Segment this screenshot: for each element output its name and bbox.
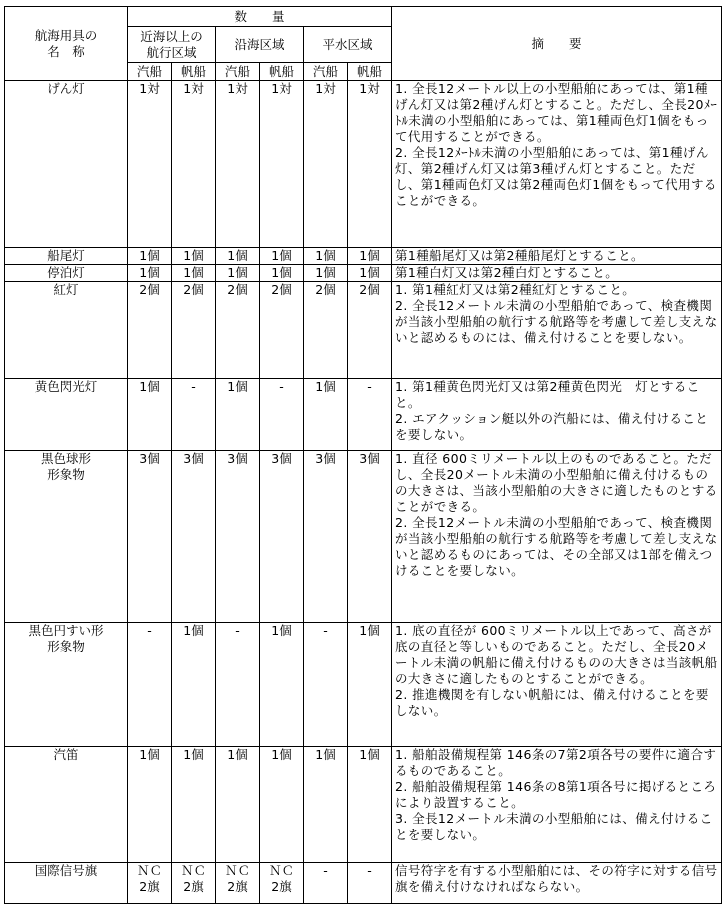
quantity-cell: 2個 xyxy=(216,282,260,379)
quantity-cell: 1個 xyxy=(348,265,392,282)
summary-paragraph: 1. 第1種黄色閃光灯又は第2種黄色閃光 灯とすること。 xyxy=(395,379,700,410)
summary-paragraph: 2. 全長12メートル未満の小型船舶であって、検査機関が当該小型船舶の航行する航路等を考慮して差し支えないと認めるものには、備え付けることを要しない。 xyxy=(395,298,718,345)
quantity-cell: 1対 xyxy=(260,81,304,248)
summary-cell xyxy=(392,451,722,623)
quantity-cell: 3個 xyxy=(260,451,304,623)
summary-cell xyxy=(392,623,722,747)
quantity-cell: 1個 xyxy=(172,623,216,747)
quantity-cell: 3個 xyxy=(172,451,216,623)
quantity-cell: 3個 xyxy=(348,451,392,623)
table-row xyxy=(5,623,722,747)
quantity-cell: 1個 xyxy=(216,248,260,265)
table-row xyxy=(5,451,722,623)
quantity-cell: 1個 xyxy=(216,379,260,451)
quantity-cell: 1個 xyxy=(128,747,172,863)
equipment-name-cell: 紅灯 xyxy=(5,282,128,379)
quantity-cell: 1個 xyxy=(128,265,172,282)
equipment-name-cell: 国際信号旗 xyxy=(5,863,128,904)
header-sailboat: 帆船 xyxy=(172,63,216,81)
summary-paragraph: 1. 全長12メートル以上の小型船舶にあっては、第1種げん灯又は第2種げん灯とすること。ただし、全長20ﾒｰﾄﾙ未満の小型船舶にあっては、第1種両色灯1個をもって代用することができる。 xyxy=(395,81,718,144)
equipment-name-cell: 停泊灯 xyxy=(5,265,128,282)
quantity-cell: 3個 xyxy=(304,451,348,623)
quantity-cell: 1個 xyxy=(348,623,392,747)
quantity-cell: 1個 xyxy=(172,248,216,265)
header-steamship: 汽船 xyxy=(304,63,348,81)
equipment-name-cell: げん灯 xyxy=(5,81,128,248)
equipment-name-cell: 汽笛 xyxy=(5,747,128,863)
quantity-cell: 1対 xyxy=(304,81,348,248)
quantity-cell: - xyxy=(128,623,172,747)
quantity-cell: 1個 xyxy=(128,248,172,265)
quantity-cell: - xyxy=(304,623,348,747)
table-row xyxy=(5,81,722,248)
quantity-cell: 1個 xyxy=(260,623,304,747)
quantity-cell: 1個 xyxy=(304,265,348,282)
table-row xyxy=(5,265,722,282)
table-row xyxy=(5,747,722,863)
equipment-table xyxy=(4,6,722,904)
quantity-cell: 1個 xyxy=(304,747,348,863)
header-steamship: 汽船 xyxy=(216,63,260,81)
summary-paragraph: 1. 第1種紅灯又は第2種紅灯とすること。 xyxy=(395,282,636,297)
quantity-cell: 1個 xyxy=(260,265,304,282)
quantity-cell: 1個 xyxy=(260,747,304,863)
quantity-cell: 1対 xyxy=(172,81,216,248)
summary-paragraph: 2. 全長12ﾒｰﾄﾙ未満の小型船舶にあっては、第1種げん灯、第2種げん灯又は第3種げん灯とすること。ただし、第1種両色灯又は第2種両色灯1個をもって代用することができる。 xyxy=(395,145,717,208)
quantity-cell: ＮＣ 2旗 xyxy=(216,863,260,904)
quantity-cell: 2個 xyxy=(348,282,392,379)
quantity-cell: - xyxy=(348,379,392,451)
quantity-cell: 1個 xyxy=(172,265,216,282)
quantity-cell: 1個 xyxy=(216,747,260,863)
quantity-cell: 3個 xyxy=(216,451,260,623)
quantity-cell: 1個 xyxy=(304,248,348,265)
quantity-cell: 1個 xyxy=(348,248,392,265)
header-quantity: 数 量 xyxy=(128,7,392,27)
table-row xyxy=(5,248,722,265)
quantity-cell: 1個 xyxy=(260,248,304,265)
summary-cell xyxy=(392,747,722,863)
table-row xyxy=(5,282,722,379)
quantity-cell: - xyxy=(172,379,216,451)
quantity-cell: 1対 xyxy=(348,81,392,248)
summary-cell xyxy=(392,81,722,248)
quantity-cell: 3個 xyxy=(128,451,172,623)
summary-paragraph: 2. 船舶設備規程第 146条の8第1項各号に掲げるところにより設置すること。 xyxy=(395,779,717,810)
header-area-coastal: 沿海区域 xyxy=(216,27,304,63)
quantity-cell: - xyxy=(260,379,304,451)
summary-paragraph: 第1種船尾灯又は第2種船尾灯とすること。 xyxy=(395,248,644,263)
header-steamship: 汽船 xyxy=(128,63,172,81)
summary-cell xyxy=(392,282,722,379)
summary-paragraph: 1. 底の直径が 600ミリメートル以上であって、高さが底の直径と等しいものであること。ただし、全長20メートル未満の帆船に備え付けるものの大きさは当該帆船の大きさに適したものとすることができる。 xyxy=(395,623,718,686)
summary-paragraph: 2. エアクッション艇以外の汽船には、備え付けることを要しない。 xyxy=(395,411,709,442)
quantity-cell: - xyxy=(304,863,348,904)
header-sailboat: 帆船 xyxy=(348,63,392,81)
summary-paragraph: 1. 直径 600ミリメートル以上のものであること。ただし、全長20メートル未満の小型船舶に備え付けるものの大きさは、当該小型船舶の大きさに適したものとすることができる。 xyxy=(395,451,718,514)
quantity-cell: - xyxy=(348,863,392,904)
summary-paragraph: 2. 全長12メートル未満の小型船舶であって、検査機関が当該小型船舶の航行する航路等を考慮して差し支えないと認めるものにあっては、その全部又は1部を備えつけることを要しない。 xyxy=(395,515,718,578)
header-equipment-name: 航海用具の 名 称 xyxy=(5,7,128,81)
quantity-cell: 1個 xyxy=(348,747,392,863)
equipment-name-cell: 船尾灯 xyxy=(5,248,128,265)
quantity-cell: 2個 xyxy=(260,282,304,379)
table-body xyxy=(5,81,722,904)
quantity-cell: ＮＣ 2旗 xyxy=(128,863,172,904)
quantity-cell: 1個 xyxy=(216,265,260,282)
summary-cell xyxy=(392,379,722,451)
summary-paragraph: 2. 推進機関を有しない帆船には、備え付けることを要しない。 xyxy=(395,687,709,718)
table-row xyxy=(5,379,722,451)
quantity-cell: 1個 xyxy=(128,379,172,451)
quantity-cell: 1対 xyxy=(128,81,172,248)
quantity-cell: 1個 xyxy=(304,379,348,451)
summary-cell xyxy=(392,863,722,904)
summary-paragraph: 信号符字を有する小型船舶には、その符字に対する信号旗を備え付けなければならない。 xyxy=(395,863,718,894)
quantity-cell: ＮＣ 2旗 xyxy=(260,863,304,904)
quantity-cell: 2個 xyxy=(304,282,348,379)
header-summary: 摘 要 xyxy=(392,7,722,81)
quantity-cell: ＮＣ 2旗 xyxy=(172,863,216,904)
quantity-cell: - xyxy=(216,623,260,747)
header-area-offshore: 近海以上の 航行区域 xyxy=(128,27,216,63)
equipment-name-cell: 黒色球形 形象物 xyxy=(5,451,128,623)
header-area-smooth-water: 平水区域 xyxy=(304,27,392,63)
quantity-cell: 1対 xyxy=(216,81,260,248)
summary-paragraph: 第1種白灯又は第2種白灯とすること。 xyxy=(395,265,619,280)
quantity-cell: 1個 xyxy=(172,747,216,863)
table-row xyxy=(5,863,722,904)
summary-paragraph: 3. 全長12メートル未満の小型船舶には、備え付けることを要しない。 xyxy=(395,811,713,842)
equipment-name-cell: 黄色閃光灯 xyxy=(5,379,128,451)
summary-cell xyxy=(392,248,722,265)
summary-paragraph: 1. 船舶設備規程第 146条の7第2項各号の要件に適合するものであること。 xyxy=(395,747,717,778)
header-sailboat: 帆船 xyxy=(260,63,304,81)
equipment-name-cell: 黒色円すい形 形象物 xyxy=(5,623,128,747)
quantity-cell: 2個 xyxy=(128,282,172,379)
quantity-cell: 2個 xyxy=(172,282,216,379)
summary-cell xyxy=(392,265,722,282)
